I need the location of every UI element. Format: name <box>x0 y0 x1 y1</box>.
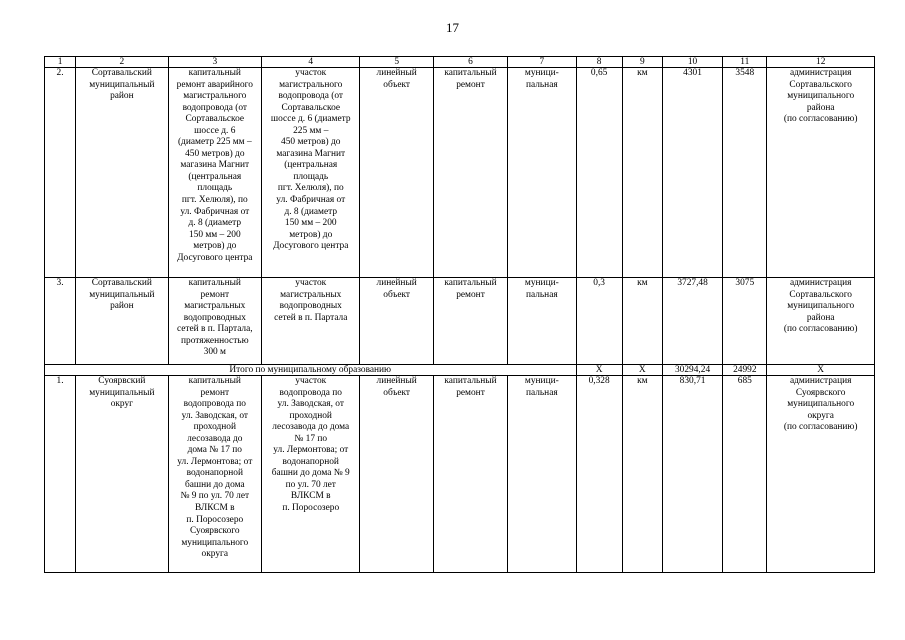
column-number: 8 <box>576 57 622 68</box>
work-type-cell: капитальный ремонт <box>433 376 507 573</box>
column-number: 11 <box>723 57 767 68</box>
quantity-cell: 0,3 <box>576 278 622 365</box>
object-cell: участок магистральных водопроводных сетей в п. Партала <box>262 278 360 365</box>
row-number-cell: 1. <box>45 376 76 573</box>
quantity-cell: 0,65 <box>576 68 622 278</box>
unit-cell: км <box>622 68 662 278</box>
measures-table <box>44 56 875 573</box>
column-number: 2 <box>76 57 168 68</box>
total-row <box>45 365 875 376</box>
total-label: Итого по муниципальному образованию <box>45 365 577 376</box>
row-number-cell: 3. <box>45 278 76 365</box>
cost-total-cell: 3727,48 <box>662 278 722 365</box>
total-subsidy-cell: 24992 <box>723 365 767 376</box>
column-number: 10 <box>662 57 722 68</box>
work-type-cell: капитальный ремонт <box>433 68 507 278</box>
cost-subsidy-cell: 685 <box>723 376 767 573</box>
object-type-cell: линейный объект <box>360 278 433 365</box>
work-type-cell: капитальный ремонт <box>433 278 507 365</box>
column-number: 6 <box>433 57 507 68</box>
municipality-cell: Сортавальский муниципальный район <box>76 68 168 278</box>
column-number-row <box>45 57 875 68</box>
ownership-cell: муници- пальная <box>508 376 576 573</box>
page-number: 17 <box>446 20 459 35</box>
responsible-cell: администрация Сортавальского муниципального района (по согласованию) <box>767 278 875 365</box>
total-quantity-cell: Х <box>576 365 622 376</box>
total-unit-cell: Х <box>622 365 662 376</box>
table-row <box>45 278 875 365</box>
responsible-cell: администрация Суоярвского муниципального округа (по согласованию) <box>767 376 875 573</box>
column-number: 7 <box>508 57 576 68</box>
column-number: 5 <box>360 57 433 68</box>
event-cell: капитальный ремонт аварийного магистрального водопровода (от Сортавальское шоссе д. 6 (диаметр 225 мм – 450 метров) до магазина Магнит (центральная площадь пгт. Хелюля), по ул. Фабричная от д. 8 (диаметр 150 мм – 200 метров) до Досугового центра <box>168 68 261 278</box>
municipality-cell: Сортавальский муниципальный район <box>76 278 168 365</box>
object-type-cell: линейный объект <box>360 376 433 573</box>
ownership-cell: муници- пальная <box>508 278 576 365</box>
column-number: 4 <box>262 57 360 68</box>
municipality-cell: Суоярвский муниципальный округ <box>76 376 168 573</box>
responsible-cell: администрация Сортавальского муниципального района (по согласованию) <box>767 68 875 278</box>
object-cell: участок магистрального водопровода (от Сортавальское шоссе д. 6 (диаметр 225 мм – 450 метров) до магазина Магнит (центральная площадь пгт. Хелюля), по ул. Фабричная от д. 8 (диаметр 150 мм – 200 метров) до Досугового центра <box>262 68 360 278</box>
cost-total-cell: 830,71 <box>662 376 722 573</box>
table-row <box>45 68 875 278</box>
object-type-cell: линейный объект <box>360 68 433 278</box>
event-cell: капитальный ремонт магистральных водопроводных сетей в п. Партала, протяженностью 300 м <box>168 278 261 365</box>
column-number: 3 <box>168 57 261 68</box>
cost-subsidy-cell: 3075 <box>723 278 767 365</box>
quantity-cell: 0,328 <box>576 376 622 573</box>
total-cost-cell: 30294,24 <box>662 365 722 376</box>
cost-total-cell: 4301 <box>662 68 722 278</box>
cost-subsidy-cell: 3548 <box>723 68 767 278</box>
column-number: 12 <box>767 57 875 68</box>
total-responsible-cell: Х <box>767 365 875 376</box>
unit-cell: км <box>622 278 662 365</box>
column-number: 1 <box>45 57 76 68</box>
row-number-cell: 2. <box>45 68 76 278</box>
ownership-cell: муници- пальная <box>508 68 576 278</box>
event-cell: капитальный ремонт водопровода по ул. Заводская, от проходной лесозавода до дома № 17 по ул. Лермонтова; от водонапорной башни до дома № 9 по ул. 70 лет ВЛКСМ в п. Поросозеро Суоярвского муниципального округа <box>168 376 261 573</box>
column-number: 9 <box>622 57 662 68</box>
unit-cell: км <box>622 376 662 573</box>
table-row <box>45 376 875 573</box>
object-cell: участок водопровода по ул. Заводская, от проходной лесозавода до дома № 17 по ул. Лермонтова; от водонапорной башни до дома № 9 по ул. 70 лет ВЛКСМ в п. Поросозеро <box>262 376 360 573</box>
